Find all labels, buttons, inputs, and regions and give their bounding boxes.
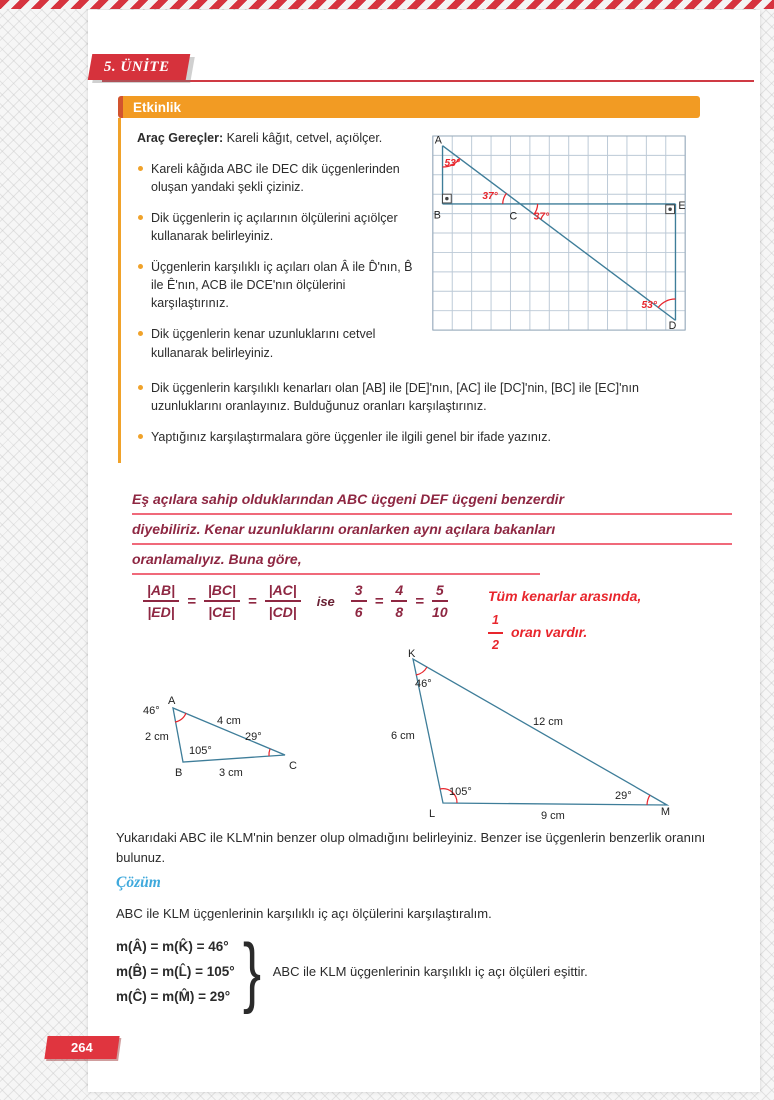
handwriting-line: diyebiliriz. Kenar uzunluklarını oranlarken aynı açılara bakanları (132, 518, 732, 545)
bullet-text: Yaptığınız karşılaştırmalara göre üçgenler ile ilgili genel bir ifade yazınız. (151, 429, 551, 444)
grid-angle-c2-label: 37° (533, 211, 550, 223)
side-km-label: 12 cm (533, 716, 563, 728)
note-line-1: Tüm kenarlar arasında, (488, 588, 642, 604)
equations-note: ABC ile KLM üçgenlerinin karşılıklı iç açı ölçüleri eşittir. (272, 964, 588, 979)
bullet-text: Kareli kâğıda ABC ile DEC dik üçgenlerinden oluşan yandaki şekli çiziniz. (151, 161, 400, 194)
bullet-item (137, 325, 419, 361)
activity-header (118, 96, 700, 118)
angle-m-label: 29° (615, 790, 632, 802)
activity-bullets-full (137, 379, 700, 446)
bullet-item (137, 209, 419, 245)
grid-angle-a-label: 53° (444, 158, 460, 170)
side-bc-label: 3 cm (219, 767, 243, 779)
fraction-5-10 (432, 582, 448, 620)
grid-angle-d-label: 53° (641, 299, 657, 311)
unit-tab (88, 54, 190, 80)
unit-rule (102, 80, 754, 82)
fraction-ac-cd (265, 582, 301, 620)
triangle-klm-svg (385, 647, 680, 823)
page-number-tab (44, 1036, 119, 1059)
fraction-numerator: |BC| (204, 582, 240, 602)
side-kl-label: 6 cm (391, 730, 415, 742)
bullet-item (137, 379, 700, 415)
equals-sign: = (415, 592, 424, 610)
solution-intro: ABC ile KLM üçgenlerinin karşılıklı iç açı ölçülerini karşılaştıralım. (116, 906, 492, 921)
angle-labels (444, 158, 657, 311)
bullet-item (137, 160, 419, 196)
paper (88, 10, 760, 1092)
fraction-3-6 (351, 582, 367, 620)
angle-equation: m(Â) = m(K̂) = 46° (116, 939, 229, 954)
bullet-item (137, 258, 419, 312)
fraction-denominator: |CE| (208, 604, 236, 620)
grid-diagram-svg (427, 130, 691, 338)
angle-l-label: 105° (449, 786, 472, 798)
angle-a-label: 46° (143, 705, 160, 717)
note-line-2-text: oran vardır. (510, 624, 588, 641)
brace-glyph: } (242, 927, 261, 1015)
vertex-l-label: L (429, 808, 436, 820)
fraction-denominator: 2 (492, 637, 499, 652)
top-edge-stripes (0, 0, 774, 9)
angle-equation: m(Ĉ) = m(M̂) = 29° (116, 989, 231, 1004)
fraction-numerator: 5 (432, 582, 448, 602)
angle-equations (116, 934, 235, 1009)
activity-title: Etkinlik (133, 99, 182, 115)
fraction-denominator: 6 (354, 604, 363, 620)
angle-b-label: 105° (189, 745, 212, 757)
fraction-ab-ed (143, 582, 179, 620)
grid-diagram (427, 130, 691, 375)
fraction-denominator: 8 (395, 604, 404, 620)
triangle-abc-labels (143, 695, 297, 779)
activity-text-column (137, 130, 419, 375)
handwritten-answer (132, 488, 732, 578)
angle-c-label: 29° (245, 731, 262, 743)
vertex-m-label: M (660, 806, 670, 818)
bullet-text: Üçgenlerin karşılıklı iç açıları olan Â ile D̂'nın, B̂ ile Ê'nın, ACB ile DCE'nın ölçülerini karşılaştırınız. (151, 260, 413, 311)
fraction-numerator: 4 (391, 582, 407, 602)
side-lm-label: 9 cm (541, 810, 565, 822)
triangle-klm-labels (391, 648, 670, 822)
fraction-denominator: |CD| (268, 604, 297, 620)
angle-equation: m(B̂) = m(L̂) = 105° (116, 964, 235, 979)
grid-point-d-label: D (668, 320, 677, 333)
vertex-a-label: A (168, 695, 176, 707)
bullet-item (137, 428, 700, 446)
fraction-numerator: 1 (488, 611, 503, 634)
grid-point-b-label: B (433, 209, 441, 222)
vertex-k-label: K (408, 648, 416, 660)
materials-line (137, 130, 419, 148)
handwriting-line: oranlamalıyız. Buna göre, (132, 548, 540, 575)
triangle-abc-svg (135, 694, 325, 786)
triangle-figures (123, 645, 733, 835)
vertex-c-label: C (289, 760, 297, 772)
grid-point-c-label: C (509, 210, 518, 223)
triangle-klm-arcs (416, 667, 650, 805)
angle-equations-block (116, 927, 703, 1015)
bullet-text: Dik üçgenlerin iç açılarının ölçülerini açıölçer kullanarak belirleyiniz. (151, 210, 398, 243)
handwriting-line: Eş açılara sahip olduklarından ABC üçgeni DEF üçgeni benzerdir (132, 488, 732, 515)
solution-label: Çözüm (116, 874, 161, 891)
materials-label: Araç Gereçler: (137, 131, 224, 145)
fraction-denominator: |ED| (147, 604, 175, 620)
page-number: 264 (71, 1040, 93, 1055)
fraction-denominator: 10 (432, 604, 448, 620)
fraction-numerator: |AB| (143, 582, 179, 602)
activity-box (118, 96, 700, 463)
side-ac-label: 4 cm (217, 715, 241, 727)
materials-text: Kareli kâğıt, cetvel, açıölçer. (226, 131, 383, 145)
equals-sign: = (187, 592, 196, 610)
fraction-numerator: 3 (351, 582, 367, 602)
fraction-bc-ce (204, 582, 240, 620)
bullet-text: Dik üçgenlerin kenar uzunluklarını cetvel kullanarak belirleyiniz. (151, 327, 376, 360)
grid-angle-c1-label: 37° (482, 191, 498, 203)
fraction-numerator: |AC| (265, 582, 301, 602)
grid-point-e-label: E (678, 199, 686, 212)
vertex-b-label: B (175, 767, 183, 779)
activity-bullets (137, 160, 419, 362)
equals-sign: = (247, 592, 257, 610)
fraction-4-8 (391, 582, 407, 620)
ise-word: ise (316, 593, 335, 609)
triangle-klm-edges (413, 659, 667, 805)
grid-point-a-label: A (434, 134, 442, 147)
angle-k-label: 46° (415, 678, 432, 690)
ratio-equation (143, 582, 448, 620)
problem-question: Yukarıdaki ABC ile KLM'nin benzer olup olmadığını belirleyiniz. Benzer ise üçgenlerin benzerlik oranını bulunuz. (116, 830, 706, 866)
side-ab-label: 2 cm (145, 731, 169, 743)
unit-label: 5. ÜNİTE (104, 58, 170, 75)
bullet-text: Dik üçgenlerin karşılıklı kenarları olan [AB] ile [DE]'nın, [AC] ile [DC]'nin, [BC] ile [EC]'nın uzunluklarını oranlayınız. Bulduğunuz oranları karşılaştırınız. (151, 380, 639, 413)
equals-sign: = (374, 592, 384, 610)
activity-content (118, 118, 700, 463)
